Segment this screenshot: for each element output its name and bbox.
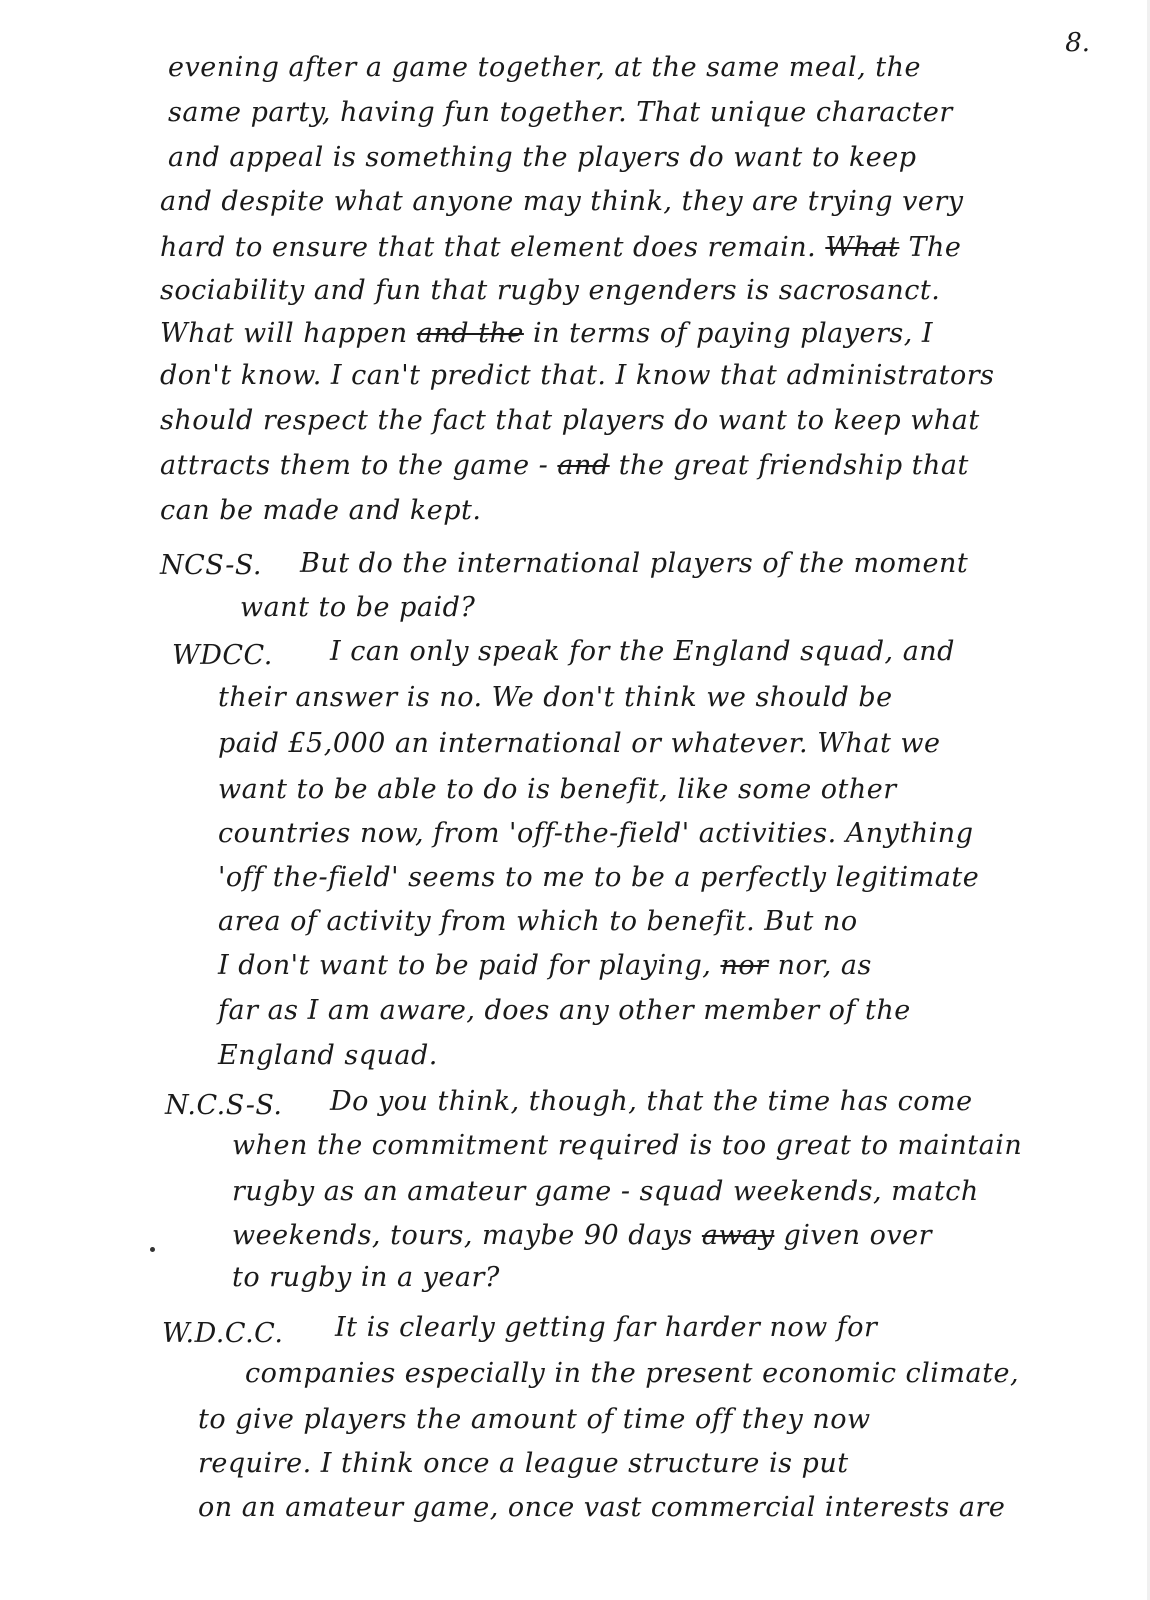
text-line: should respect the fact that players do want to keep what bbox=[160, 405, 980, 436]
text-line: But do the international players of the moment bbox=[300, 548, 969, 579]
text-line: their answer is no. We don't think we should be bbox=[218, 682, 893, 713]
text-fragment: What will happen bbox=[160, 318, 408, 349]
text-line: can be made and kept. bbox=[160, 495, 482, 526]
text-line: area of activity from which to benefit. But no bbox=[218, 906, 858, 937]
text-fragment: The bbox=[908, 232, 962, 263]
text-fragment: attracts them to the game - bbox=[160, 450, 549, 481]
speaker-label: NCS-S. bbox=[160, 550, 263, 581]
text-line: when the commitment required is too great to maintain bbox=[232, 1130, 1023, 1161]
text-line: companies especially in the present economic climate, bbox=[245, 1358, 1020, 1389]
page-number: 8. bbox=[1065, 28, 1090, 58]
text-line: Do you think, though, that the time has come bbox=[330, 1086, 973, 1117]
text-fragment: I don't want to be paid for playing, bbox=[218, 950, 712, 981]
text-line: England squad. bbox=[218, 1040, 438, 1071]
ink-dot bbox=[150, 1247, 155, 1252]
text-fragment: the great friendship that bbox=[618, 450, 969, 481]
text-line: to rugby in a year? bbox=[232, 1262, 500, 1293]
text-fragment: nor, as bbox=[777, 950, 872, 981]
struck-word: and the bbox=[416, 318, 524, 349]
text-line: same party, having fun together. That unique character bbox=[168, 97, 953, 128]
text-line: don't know. I can't predict that. I know that administrators bbox=[160, 360, 995, 391]
text-line: It is clearly getting far harder now for bbox=[335, 1312, 878, 1343]
text-line: far as I am aware, does any other member of the bbox=[218, 995, 911, 1026]
struck-word: away bbox=[701, 1220, 775, 1251]
text-fragment: given over bbox=[783, 1220, 933, 1251]
text-line bbox=[232, 1220, 932, 1251]
text-fragment: in terms of paying players, I bbox=[532, 318, 934, 349]
struck-word: and bbox=[557, 450, 610, 481]
text-line bbox=[160, 232, 961, 263]
text-line: I can only speak for the England squad, and bbox=[330, 636, 955, 667]
text-line bbox=[160, 318, 933, 349]
text-line: and appeal is something the players do want to keep bbox=[168, 142, 917, 173]
text-line: evening after a game together, at the same meal, the bbox=[168, 52, 921, 83]
text-line: countries now, from 'off-the-field' activities. Anything bbox=[218, 818, 974, 849]
text-fragment: hard to ensure that that element does remain. bbox=[160, 232, 817, 263]
struck-word: nor bbox=[720, 950, 769, 981]
text-line: to give players the amount of time off they now bbox=[198, 1404, 871, 1435]
struck-word: What bbox=[825, 232, 900, 263]
text-fragment: weekends, tours, maybe 90 days bbox=[232, 1220, 693, 1251]
text-line: want to be able to do is benefit, like some other bbox=[218, 774, 897, 805]
speaker-label: WDCC. bbox=[172, 640, 273, 671]
speaker-label: N.C.S-S. bbox=[165, 1090, 283, 1121]
text-line: require. I think once a league structure is put bbox=[198, 1448, 849, 1479]
text-line bbox=[218, 950, 872, 981]
speaker-label: W.D.C.C. bbox=[162, 1318, 284, 1349]
text-line: on an amateur game, once vast commercial interests are bbox=[198, 1492, 1006, 1523]
text-line: want to be paid? bbox=[240, 592, 476, 623]
text-line: sociability and fun that rugby engenders is sacrosanct. bbox=[160, 275, 941, 306]
text-line bbox=[160, 450, 969, 481]
text-line: 'off the-field' seems to me to be a perfectly legitimate bbox=[218, 862, 980, 893]
text-line: and despite what anyone may think, they are trying very bbox=[160, 186, 964, 217]
text-line: rugby as an amateur game - squad weekends, match bbox=[232, 1176, 979, 1207]
text-line: paid £5,000 an international or whatever. What we bbox=[218, 728, 941, 759]
